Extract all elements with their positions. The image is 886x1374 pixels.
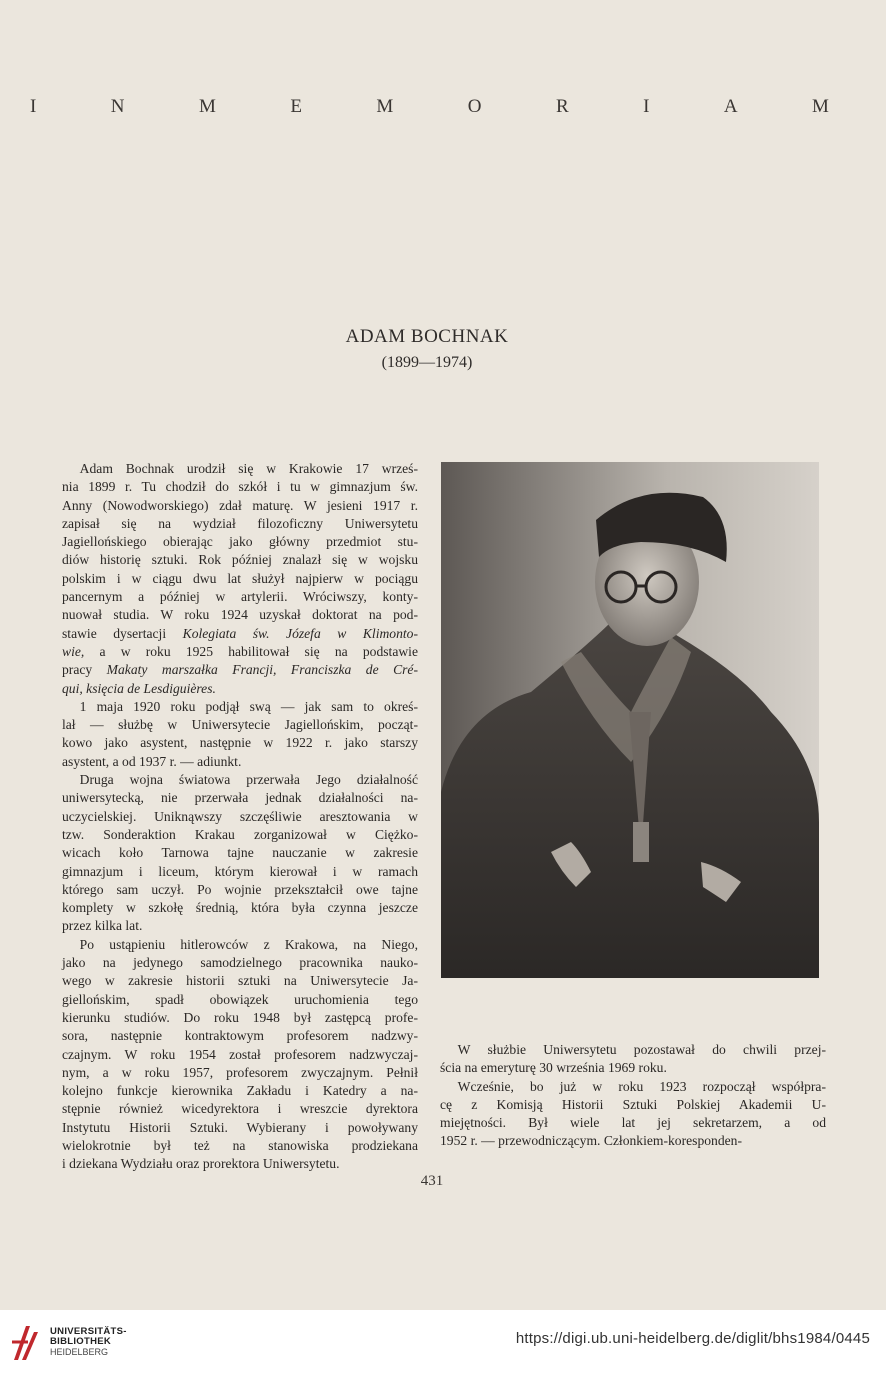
text-line <box>62 954 418 972</box>
header-letter: E <box>290 96 303 117</box>
text-run: nia 1899 r. Tu chodził do szkół i tu w gimnazjum św. <box>62 479 418 495</box>
paragraph <box>440 1041 826 1078</box>
library-name-line3: HEIDELBERG <box>50 1347 109 1357</box>
text-run: pracy <box>62 662 107 678</box>
text-line <box>62 680 418 698</box>
in-memoriam-header <box>30 92 830 122</box>
library-logo[interactable] <box>10 1320 127 1364</box>
text-line <box>62 753 418 771</box>
library-name-line1: UNIVERSITÄTS- <box>50 1326 127 1337</box>
text-run: i dziekana Wydziału oraz prorektora Uniwersytetu. <box>62 1156 340 1172</box>
paragraph <box>62 771 418 936</box>
text-run: stawie dysertacji <box>62 625 183 641</box>
text-run: uniwersytecką, nie przerwała jednak działalności na- <box>62 790 418 806</box>
text-line <box>440 1059 826 1077</box>
text-line <box>62 716 418 734</box>
text-run: kowo jako asystent, następnie w 1922 r. jako starszy <box>62 735 418 751</box>
text-run: 1952 r. — przewodniczącym. Członkiem-koresponden- <box>440 1133 742 1149</box>
text-run: Wcześnie, bo już w roku 1923 rozpoczął współpra- <box>457 1078 826 1094</box>
text-line <box>62 625 418 643</box>
text-line <box>62 1064 418 1082</box>
header-letter: M <box>376 96 395 117</box>
text-run: wicach koło Tarnowa tajne nauczanie w zakresie <box>62 845 418 861</box>
text-line <box>62 863 418 881</box>
text-run: Instytutu Historii Sztuki. Wybierany i powoływany <box>62 1119 418 1135</box>
text-run: wielokrotnie był też na stanowiska prodziekana <box>62 1137 418 1153</box>
heidelberg-library-logo-icon <box>10 1320 44 1364</box>
text-run: Anny (Nowodworskiego) zdał maturę. W jesieni 1917 r. <box>62 497 418 513</box>
text-run: nym, a w roku 1957, profesorem zwyczajnym. Pełnił <box>62 1064 418 1080</box>
text-line <box>62 551 418 569</box>
text-run: a w roku 1925 habilitował się na podstawie <box>84 643 418 659</box>
header-letter: R <box>555 96 570 117</box>
text-line <box>62 643 418 661</box>
text-run: czajnym. W roku 1954 został profesorem nadzwyczaj- <box>62 1046 418 1062</box>
text-line <box>62 972 418 990</box>
text-run: uczycielskiej. Uniknąwszy szczęśliwie aresztowania w <box>62 808 418 824</box>
text-line <box>62 1100 418 1118</box>
library-name <box>50 1327 127 1357</box>
paragraph <box>62 936 418 1174</box>
article-dates: (1899—1974) <box>381 354 473 371</box>
header-letter: M <box>812 96 830 117</box>
header-letter: I <box>643 96 651 117</box>
text-line <box>62 606 418 624</box>
text-run: tzw. Sonderaktion Krakau zorganizował w Ciężko- <box>62 826 418 842</box>
text-line <box>62 881 418 899</box>
text-line <box>62 936 418 954</box>
text-line <box>62 661 418 679</box>
text-run: nuował studia. W roku 1924 uzyskał doktorat na pod- <box>62 607 418 623</box>
paragraph <box>440 1078 826 1151</box>
left-text-column <box>62 460 418 1174</box>
viewer-footer <box>0 1310 886 1374</box>
text-line <box>62 478 418 496</box>
header-letter: A <box>723 96 739 117</box>
text-line <box>62 808 418 826</box>
paragraph <box>62 698 418 771</box>
text-run: wego w zakresie historii sztuki na Uniwersytecie Ja- <box>62 973 418 989</box>
text-line <box>62 789 418 807</box>
text-line <box>62 844 418 862</box>
document-url-link[interactable]: https://digi.ub.uni-heidelberg.de/diglit/bhs1984/0445 <box>515 1330 870 1347</box>
text-line <box>440 1132 826 1150</box>
text-line <box>62 1137 418 1155</box>
text-run: kolejno funkcje kierownika Zakładu i Katedry a na- <box>62 1083 418 1099</box>
italic-title-run: wie, <box>62 643 85 659</box>
text-run: gimnazjum i liceum, którym kierował i w ramach <box>62 863 418 879</box>
text-run: komplety w szkołę średnią, która była czynna jeszcze <box>62 900 418 916</box>
text-line <box>440 1041 826 1059</box>
text-run: jako na jedynego samodzielnego pracownika nauko- <box>62 955 418 971</box>
text-run: pancernym a później w artylerii. Wróciwszy, konty- <box>62 589 418 605</box>
text-run: Adam Bochnak urodził się w Krakowie 17 wrześ- <box>79 461 418 476</box>
text-line <box>440 1114 826 1132</box>
text-run: W służbie Uniwersytetu pozostawał do chwili przej- <box>457 1042 826 1057</box>
italic-title-run: Makaty marszałka Francji, Franciszka de Cré- <box>106 662 418 678</box>
text-line <box>62 1119 418 1137</box>
right-text-column <box>440 1041 826 1151</box>
portrait-illustration <box>441 462 819 978</box>
text-run: Jagiellońskiego obierając jako główny przedmiot stu- <box>62 534 418 550</box>
header-letter: N <box>110 96 126 117</box>
text-line <box>62 1027 418 1045</box>
text-run: diów historię sztuki. Rok później znalazł się w wojsku <box>62 552 418 568</box>
text-line <box>62 917 418 935</box>
text-run: stępnie również wicedyrektora i wreszcie dyrektora <box>62 1101 418 1117</box>
text-line <box>62 991 418 1009</box>
text-run: giellońskim, spadł obowiązek uruchomienia tego <box>62 991 418 1007</box>
text-line <box>62 771 418 789</box>
text-run: przez kilka lat. <box>62 918 143 934</box>
text-run: miejętności. Był wiele lat jej sekretarzem, a od <box>440 1115 826 1131</box>
text-line <box>62 734 418 752</box>
text-line <box>62 1155 418 1173</box>
italic-title-run: qui, księcia de Lesdiguières. <box>62 680 216 696</box>
text-line <box>62 533 418 551</box>
text-line <box>62 698 418 716</box>
text-run: lał — służbę w Uniwersytecie Jagiellońskim, począt- <box>62 717 418 733</box>
article-title: ADAM BOCHNAK <box>345 326 509 347</box>
text-run: ścia na emeryturę 30 września 1969 roku. <box>440 1060 667 1076</box>
text-line <box>62 570 418 588</box>
text-run: polskim i w ciągu dwu lat służył najpierw w pociągu <box>62 570 418 586</box>
text-line <box>62 1082 418 1100</box>
paragraph <box>62 460 418 698</box>
text-run: Druga wojna światowa przerwała Jego działalność <box>79 772 418 788</box>
page-number: 431 <box>420 1173 444 1189</box>
text-line <box>62 899 418 917</box>
library-name-line2: BIBLIOTHEK <box>50 1336 112 1347</box>
text-run: cę z Komisją Historii Sztuki Polskiej Akademii U- <box>440 1096 826 1112</box>
portrait-photo <box>441 462 819 978</box>
text-line <box>62 826 418 844</box>
header-letter: I <box>30 96 38 117</box>
text-run: sora, następnie kontraktowym profesorem nadzwy- <box>62 1028 418 1044</box>
text-run: 1 maja 1920 roku podjął swą — jak sam to okreś- <box>79 698 418 714</box>
text-run: zapisał się na wydział filozoficzny Uniwersytetu <box>62 515 418 531</box>
text-run: Po ustąpieniu hitlerowców z Krakowa, na Niego, <box>79 936 418 952</box>
text-line <box>62 497 418 515</box>
text-line <box>62 1046 418 1064</box>
text-line <box>62 1009 418 1027</box>
text-run: kierunku studiów. Do roku 1948 był zastępcą profe- <box>62 1009 418 1025</box>
text-line <box>440 1078 826 1096</box>
text-line <box>62 588 418 606</box>
header-letter: M <box>198 96 217 117</box>
text-run: którego sam uczył. Po wojnie przekształcił owe tajne <box>62 881 418 897</box>
text-line <box>62 460 418 478</box>
text-line <box>62 515 418 533</box>
text-run: asystent, a od 1937 r. — adiunkt. <box>62 753 242 769</box>
text-line <box>440 1096 826 1114</box>
header-letter: O <box>467 96 483 117</box>
italic-title-run: Kolegiata św. Józefa w Klimonto- <box>182 625 418 641</box>
